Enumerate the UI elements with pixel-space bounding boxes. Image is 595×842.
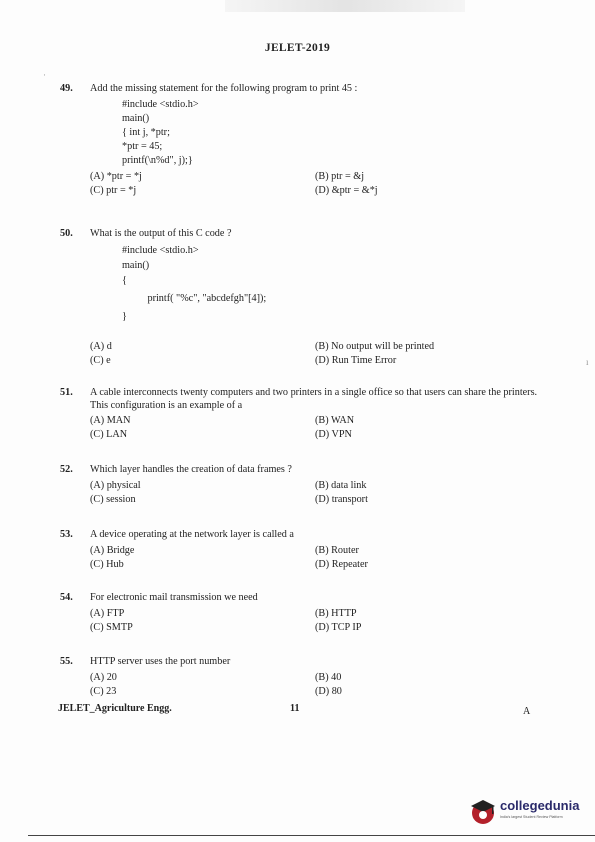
set-label: A xyxy=(523,706,531,717)
option-a: (A) 20 xyxy=(90,672,117,683)
question-number: 55. xyxy=(60,656,73,667)
option-b: (B) Router xyxy=(315,545,359,556)
option-d: (D) transport xyxy=(315,494,368,505)
option-a: (A) d xyxy=(90,341,112,352)
question-text: A device operating at the network layer is called a xyxy=(90,529,294,540)
scan-artifact xyxy=(225,0,465,12)
question-number: 50. xyxy=(60,228,73,239)
code-line: { xyxy=(122,275,127,286)
option-d: (D) Run Time Error xyxy=(315,355,397,366)
code-line: main() xyxy=(122,113,150,124)
option-d: (D) Repeater xyxy=(315,559,368,570)
options xyxy=(90,607,540,635)
code-line: *ptr = 45; xyxy=(122,141,163,152)
option-d: (D) VPN xyxy=(315,429,352,440)
question-55 xyxy=(60,655,540,699)
logo-wordmark: collegedunia xyxy=(500,798,580,813)
option-c: (C) LAN xyxy=(90,429,128,440)
code-block xyxy=(122,243,540,324)
option-b: (B) HTTP xyxy=(315,608,357,619)
option-b: (B) ptr = &j xyxy=(315,171,365,182)
question-53 xyxy=(60,528,540,572)
scan-dot: · xyxy=(43,70,46,80)
scan-dot: ı xyxy=(586,357,589,367)
option-a: (A) FTP xyxy=(90,608,125,619)
code-block xyxy=(122,98,540,168)
question-text: Which layer handles the creation of data frames ? xyxy=(90,464,292,475)
option-a: (A) Bridge xyxy=(90,545,135,556)
bottom-rule xyxy=(28,835,595,836)
code-line: { int j, *ptr; xyxy=(122,127,170,138)
question-text: A cable interconnects twenty computers and two printers in a single office so that users can share the printers. This configuration is an example of a xyxy=(90,387,538,411)
code-line: printf(\n%d", j);} xyxy=(122,155,193,166)
option-c: (C) SMTP xyxy=(90,622,133,633)
collegedunia-logo xyxy=(468,796,590,826)
option-b: (B) No output will be printed xyxy=(315,341,435,352)
question-number: 54. xyxy=(60,592,73,603)
code-line: #include <stdio.h> xyxy=(122,245,199,256)
option-a: (A) *ptr = *j xyxy=(90,171,142,182)
code-line: #include <stdio.h> xyxy=(122,99,199,110)
option-b: (B) 40 xyxy=(315,672,342,683)
code-line: printf( "%c", "abcdefgh"[4]); xyxy=(122,293,267,304)
options xyxy=(90,671,540,699)
footer-exam-name: JELET_Agriculture Engg. xyxy=(58,703,172,714)
question-number: 53. xyxy=(60,529,73,540)
page-number: 11 xyxy=(290,703,300,714)
question-text: Add the missing statement for the following program to print 45 : xyxy=(90,83,358,94)
option-b: (B) data link xyxy=(315,480,367,491)
question-54 xyxy=(60,591,540,635)
options xyxy=(90,340,540,368)
code-line: } xyxy=(122,311,127,322)
options xyxy=(90,479,540,507)
options xyxy=(90,544,540,572)
question-51 xyxy=(60,386,540,442)
logo-tagline: India's largest Student Review Platform xyxy=(500,815,563,819)
question-text: What is the output of this C code ? xyxy=(90,228,232,239)
option-d: (D) TCP IP xyxy=(315,622,362,633)
option-a: (A) MAN xyxy=(90,415,131,426)
code-line: main() xyxy=(122,260,150,271)
question-52 xyxy=(60,463,540,507)
option-b: (B) WAN xyxy=(315,415,355,426)
options xyxy=(90,170,540,198)
option-d: (D) 80 xyxy=(315,686,342,697)
option-c: (C) Hub xyxy=(90,559,124,570)
option-c: (C) 23 xyxy=(90,686,117,697)
option-c: (C) ptr = *j xyxy=(90,185,137,196)
question-text: HTTP server uses the port number xyxy=(90,656,231,667)
option-c: (C) session xyxy=(90,494,136,505)
question-number: 52. xyxy=(60,464,73,475)
question-number: 51. xyxy=(60,387,73,398)
option-c: (C) e xyxy=(90,355,111,366)
page-title: JELET-2019 xyxy=(264,42,331,54)
question-49 xyxy=(60,82,540,198)
options xyxy=(90,414,540,442)
graduation-cap-icon xyxy=(468,796,498,826)
question-number: 49. xyxy=(60,83,73,94)
question-50 xyxy=(60,227,540,368)
option-d: (D) &ptr = &*j xyxy=(315,185,378,196)
question-text: For electronic mail transmission we need xyxy=(90,592,258,603)
option-a: (A) physical xyxy=(90,480,141,491)
